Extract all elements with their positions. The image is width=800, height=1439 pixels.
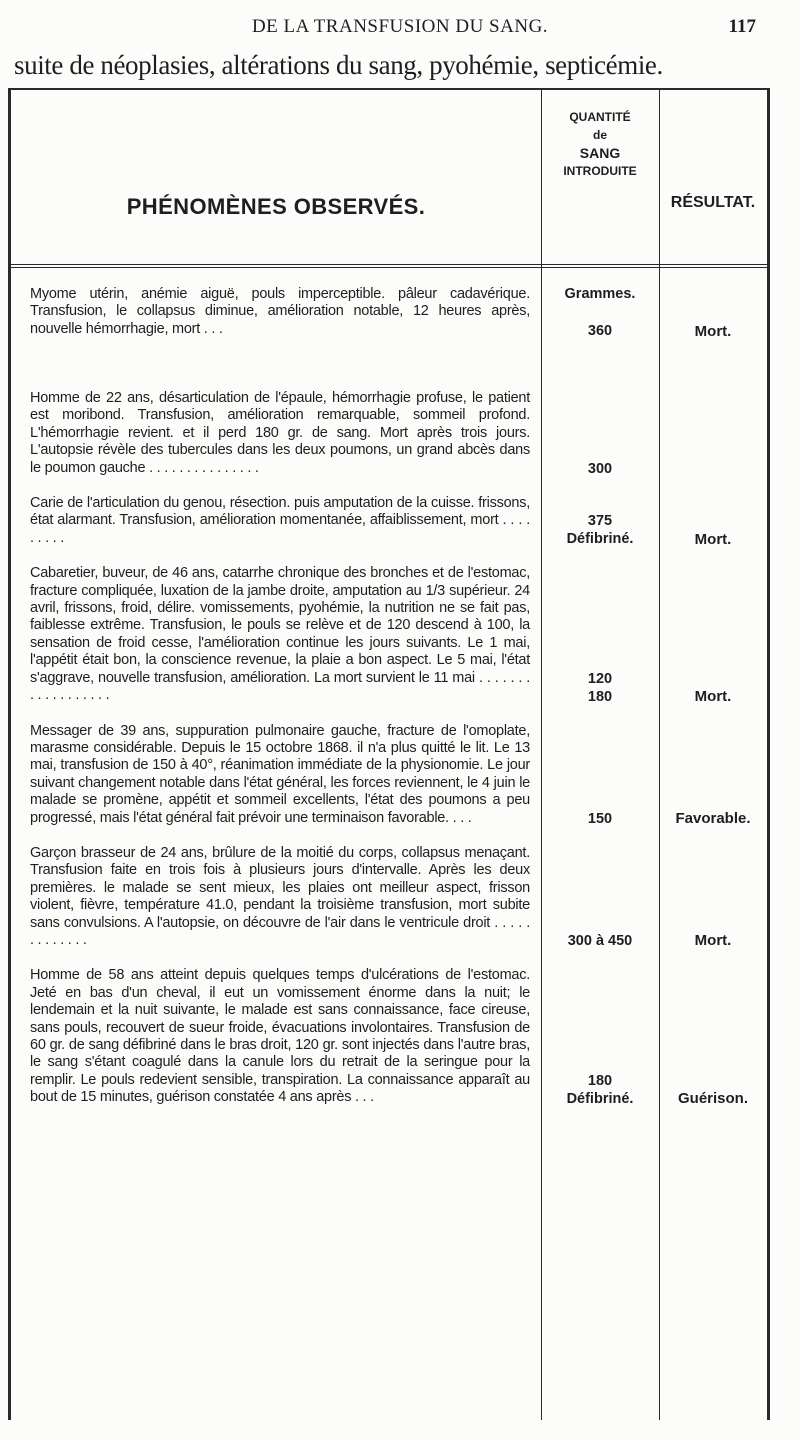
table-row — [11, 967, 767, 1106]
table-caption: suite de néoplasies, altérations du sang, pyohémie, septicémie. — [14, 50, 663, 80]
row-description: Garçon brasseur de 24 ans, brûlure de la moitié du corps, collapsus menaçant. Transfusion faite en trois fois à plusieurs jours d'intervalle. Après les deux premières. le malade se sent mieux, les plaies ont meilleur aspect, frisson violent, fièvre, température 41.0, pendant la troisième transfusion, mort subite sans convulsions. A l'autopsie, on découvre de l'air dans le ventricule droit . . . . . . . . . . . . . — [30, 844, 530, 948]
row-description: Homme de 22 ans, désarticulation de l'épaule, hémorrhagie profuse, le patient est moribond. Transfusion, amélioration remarquable, sommeil profond. L'hémorrhagie revient. et il perd 180 gr. de sang. Mort après trois jours. L'autopsie révèle des tubercules dans les deux poumons, un grand abcès dans le poumon gauche . . . . . . . . . . . . . . . — [30, 390, 530, 476]
row-quantity: 300 — [587, 461, 613, 478]
row-quantity: 375 — [587, 513, 613, 530]
row-description: Myome utérin, anémie aiguë, pouls imperceptible. pâleur cadavérique. Transfusion, le collapsus diminue, amélioration notable, 12 heures après, nouvelle hémorrhagie, mort . . . — [30, 286, 530, 337]
row-quantity-note: Défibriné. — [566, 1090, 634, 1107]
row-quantity: 180 — [587, 1072, 613, 1089]
table-row — [11, 390, 767, 477]
row-description: Homme de 58 ans atteint depuis quelques temps d'ulcérations de l'estomac. Jeté en bas d'un cheval, il eut un vomissement énorme dans la nuit; le lendemain et la nuit suivante, le malade est sans connaissance, face cireuse, sans pouls, recouvert de sueur froide, évacuations involontaires. Transfusion de 60 gr. de sang défibriné dans le bras droit, 120 gr. sont injectés dans l'autre bras, le sang s'étant coagulé dans la canule lors du retrait de la seringue pour la remplir. Le pouls redevient sensible, transpiration. La connaissance apparaît au bout de 15 minutes, guérison constatée 4 ans après . . . — [30, 967, 530, 1106]
row-result: Mort. — [694, 932, 732, 950]
header-rule — [11, 264, 767, 268]
header-quantite-line4: INTRODUITE — [563, 164, 637, 178]
row-quantity-note: Défibriné. — [566, 531, 634, 548]
row-result: Mort. — [694, 531, 732, 549]
row-result: Guérison. — [677, 1089, 748, 1107]
transfusion-table — [8, 88, 770, 1420]
page-number: 117 — [728, 16, 756, 37]
table-body — [11, 286, 767, 1125]
table-row — [11, 565, 767, 704]
row-quantity: 300 à 450 — [567, 933, 633, 950]
table-row — [11, 723, 767, 827]
header-resultat: RÉSULTAT. — [670, 194, 756, 211]
row-quantity: 120 — [587, 671, 613, 688]
table-row — [11, 845, 767, 949]
row-result: Favorable. — [675, 809, 751, 827]
row-description: Carie de l'articulation du genou, résection. puis amputation de la cuisse. frissons, état alarmant. Transfusion, amélioration momentanée, affaiblissement, mort . . . . . . . . . — [30, 495, 530, 546]
table-row — [11, 286, 767, 372]
row-description: Messager de 39 ans, suppuration pulmonaire gauche, fracture de l'omoplate, marasme considérable. Depuis le 15 octobre 1868. il n'a plus quitté le lit. Le 13 mai, transfusion de 150 à 40°, réanimation immédiate de la physionomie. Le jour suivant changement notable dans l'état général, les forces reviennent, le 4 juin le malade se promène, appétit et sommeil excellents, l'état des poumons a peu progressé, mais l'état général fait prévoir une terminaison favorable. . . . — [30, 722, 530, 826]
row-result: Mort. — [694, 687, 732, 705]
row-result: Mort. — [694, 323, 732, 340]
running-head — [0, 16, 800, 40]
row-quantity-second: 180 — [587, 688, 613, 705]
header-quantite-line3: SANG — [579, 145, 621, 161]
row-quantity: 150 — [587, 810, 613, 827]
row-quantity: 360 — [587, 323, 613, 339]
running-head-title: DE LA TRANSFUSION DU SANG. — [251, 16, 549, 37]
header-quantite — [541, 108, 659, 180]
header-quantite-line1: QUANTITÉ — [569, 110, 631, 124]
unit-label: Grammes. — [564, 286, 636, 302]
row-description: Cabaretier, buveur, de 46 ans, catarrhe chronique des bronches et de l'estomac, fracture compliquée, luxation de la jambe droite, amputation au 1/3 supérieur. 24 avril, frissons, froid, délire. vomissements, pyohémie, la nutrition ne se fait pas, faiblesse extrême. Transfusion, le pouls se relève et de 120 descend à 100, la sensation de froid cesse, l'amélioration continue les jours suivants. Le 1 mai, l'appétit était bon, la conscience revenue, la plaie a bon aspect. Le 5 mai, l'état s'aggrave, nouvelle transfusion, amélioration. La mort survient le 11 mai . . . . . . . . . . . . . . . . . . — [30, 565, 530, 704]
header-quantite-line2: de — [592, 128, 607, 142]
table-row — [11, 495, 767, 547]
header-phenomenes: PHÉNOMÈNES OBSERVÉS. — [126, 194, 426, 219]
